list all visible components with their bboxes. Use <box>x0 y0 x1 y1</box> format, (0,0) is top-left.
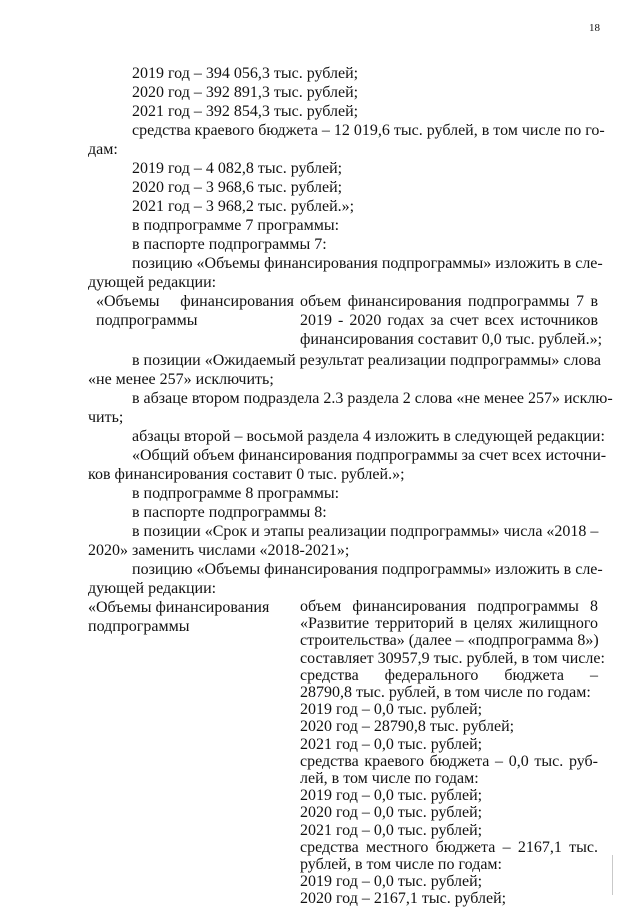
text-line: позицию «Объемы финансирования подпрограммы» изложить в сле- <box>132 561 603 578</box>
text-line: в паспорте подпрограммы 8: <box>132 504 327 521</box>
table2-right-line: средства краевого бюджета – 0,0 тыс. руб- <box>300 752 598 770</box>
table2-right-line: лей, в том числе по годам: <box>300 770 479 787</box>
table2-right-line: 2020 год – 2167,1 тыс. рублей; <box>300 890 507 907</box>
text-line: позицию «Объемы финансирования подпрограммы» изложить в сле- <box>132 255 603 272</box>
table2-right-line: 2020 год – 28790,8 тыс. рублей; <box>300 718 515 736</box>
text-line: ков финансирования составит 0 тыс. рублей.»; <box>88 466 405 483</box>
text-line: в подпрограмме 7 программы: <box>132 217 340 234</box>
table2-right-line: 2019 год – 0,0 тыс. рублей; <box>300 873 483 891</box>
table2-right-line: рублей, в том числе по годам: <box>300 856 502 873</box>
table2-right-line: строительства» (далее – «подпрограмма 8») <box>300 632 599 650</box>
text-line: 2020 год – 392 891,3 тыс. рублей; <box>132 84 359 101</box>
table2-right-line: 2021 год – 0,0 тыс. рублей; <box>300 735 483 753</box>
text-line: 2019 год – 394 056,3 тыс. рублей; <box>132 65 359 82</box>
table1-right-line: объем финансирования подпрограммы 7 в <box>300 293 598 310</box>
table1-right-line: финансирования составит 0,0 тыс. рублей.»; <box>300 331 603 348</box>
table2-right-line: 2019 год – 0,0 тыс. рублей; <box>300 787 483 805</box>
table2-right-line: 2019 год – 0,0 тыс. рублей; <box>300 701 483 719</box>
text-line: 2021 год – 3 968,2 тыс. рублей.»; <box>132 198 355 215</box>
text-line: средства краевого бюджета – 12 019,6 тыс. рублей, в том числе по го- <box>132 122 605 139</box>
text-line: дующей редакции: <box>88 274 217 291</box>
table2-right-line: 2020 год – 0,0 тыс. рублей; <box>300 804 483 822</box>
text-line: чить; <box>88 409 124 426</box>
text-line: дам: <box>88 141 118 158</box>
text-line: 2021 год – 392 854,3 тыс. рублей; <box>132 103 359 120</box>
table2-left-line: «Объемы финансирования <box>88 599 270 616</box>
table1-left-line: «Объемы финансирования <box>96 293 294 310</box>
table2-right-line: составляет 30957,9 тыс. рублей, в том числе: <box>300 649 605 667</box>
scan-margin-mark <box>612 855 613 895</box>
table2-right-line: объем финансирования подпрограммы 8 <box>300 598 598 615</box>
table1-right-line: 2019 - 2020 годах за счет всех источников <box>300 312 598 329</box>
text-line: в подпрограмме 8 программы: <box>132 485 340 502</box>
table2-right-line: средства местного бюджета – 2167,1 тыс. <box>300 838 598 856</box>
text-line: абзацы второй – восьмой раздела 4 изложить в следующей редакции: <box>132 428 605 445</box>
table2-right-line: 28790,8 тыс. рублей, в том числе по годам: <box>300 684 591 701</box>
table2-left-line: подпрограммы <box>88 618 190 635</box>
text-line: 2019 год – 4 082,8 тыс. рублей; <box>132 160 343 177</box>
table2-right-line: «Развитие территорий в целях жилищного <box>300 615 598 633</box>
table2-right-line: 2021 год – 0,0 тыс. рублей; <box>300 821 483 839</box>
table2-right-line: средства федерального бюджета – <box>300 666 598 684</box>
text-line: дующей редакции: <box>88 580 217 597</box>
text-line: в паспорте подпрограммы 7: <box>132 236 327 253</box>
text-line: «не менее 257» исключить; <box>88 371 274 388</box>
text-line: «Общий объем финансирования подпрограммы за счет всех источни- <box>132 447 607 464</box>
text-line: 2020» заменить числами «2018-2021»; <box>88 542 350 559</box>
text-line: 2020 год – 3 968,6 тыс. рублей; <box>132 179 343 196</box>
table1-left-line: подпрограммы <box>96 312 198 329</box>
page-number: 18 <box>589 22 600 34</box>
text-line: в позиции «Срок и этапы реализации подпрограммы» числа «2018 – <box>132 523 599 540</box>
text-line: в позиции «Ожидаемый результат реализации подпрограммы» слова <box>132 352 601 369</box>
text-line: в абзаце втором подраздела 2.3 раздела 2 слова «не менее 257» исклю- <box>132 390 613 407</box>
